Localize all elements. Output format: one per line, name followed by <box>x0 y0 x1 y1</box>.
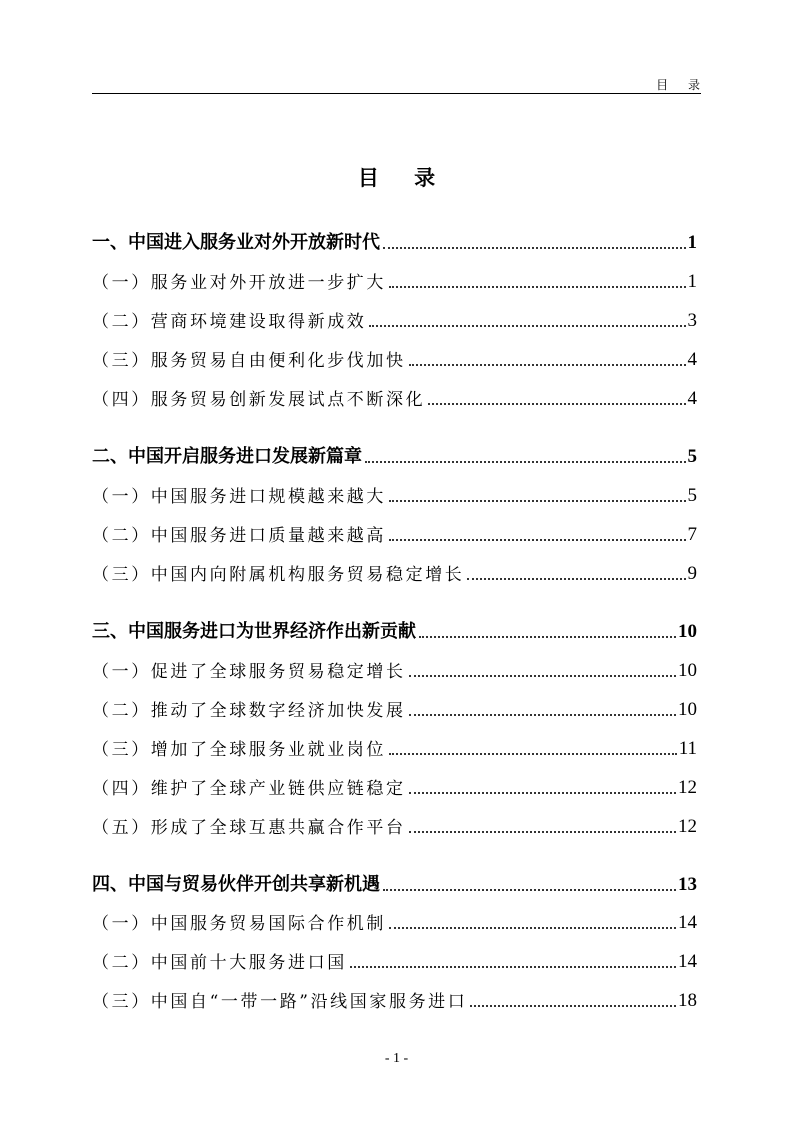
toc-section-4-3[interactable] <box>92 982 697 1012</box>
toc-title: 目 录 <box>357 166 450 190</box>
dot-leader <box>409 713 676 716</box>
section-page: 18 <box>678 990 697 1011</box>
toc-chapter-2[interactable] <box>92 438 697 468</box>
dot-leader <box>419 635 676 638</box>
dot-leader <box>383 246 686 249</box>
dot-leader <box>389 499 686 502</box>
toc-section-3-4[interactable] <box>92 769 697 799</box>
page-number: - 1 - <box>384 1051 409 1066</box>
dot-leader <box>428 402 685 405</box>
section-page: 3 <box>687 310 697 331</box>
toc-section-3-5[interactable] <box>92 808 697 838</box>
section-title: （四）维护了全球产业链供应链稳定 <box>92 779 406 799</box>
chapter-title: 一、中国进入服务业对外开放新时代 <box>92 232 380 253</box>
dot-leader <box>389 285 686 288</box>
dot-leader <box>369 324 685 327</box>
section-page: 9 <box>687 563 697 584</box>
section-title: （五）形成了全球互惠共赢合作平台 <box>92 818 406 838</box>
section-title: （四）服务贸易创新发展试点不断深化 <box>92 390 426 410</box>
section-page: 12 <box>678 777 697 798</box>
chapter-title: 三、中国服务进口为世界经济作出新贡献 <box>92 621 416 642</box>
toc-section-1-2[interactable] <box>92 302 697 332</box>
toc-section-2-1[interactable] <box>92 477 697 507</box>
toc-section-3-2[interactable] <box>92 691 697 721</box>
dot-leader <box>389 538 686 541</box>
chapter-page: 10 <box>678 621 697 642</box>
section-page: 14 <box>678 912 697 933</box>
section-page: 14 <box>678 951 697 972</box>
section-title: （一）中国服务贸易国际合作机制 <box>92 914 386 934</box>
running-header: 目 录 <box>656 78 708 92</box>
dot-leader <box>365 460 686 463</box>
toc-chapter-4[interactable] <box>92 866 697 896</box>
chapter-page: 5 <box>687 446 697 467</box>
dot-leader <box>409 674 676 677</box>
section-page: 11 <box>678 738 697 759</box>
header-rule <box>92 93 701 94</box>
section-title: （二）中国前十大服务进口国 <box>92 953 347 973</box>
toc-section-3-3[interactable] <box>92 730 697 760</box>
section-title: （二）营商环境建设取得新成效 <box>92 312 367 332</box>
section-title: （三）增加了全球服务业就业岗位 <box>92 740 386 760</box>
section-title: （二）中国服务进口质量越来越高 <box>92 526 386 546</box>
toc-chapter-3[interactable] <box>92 613 697 643</box>
section-title: （一）中国服务进口规模越来越大 <box>92 487 386 507</box>
dot-leader <box>467 577 685 580</box>
dot-leader <box>409 363 686 366</box>
section-page: 10 <box>678 699 697 720</box>
toc-section-1-3[interactable] <box>92 341 697 371</box>
chapter-title: 四、中国与贸易伙伴开创共享新机遇 <box>92 874 380 895</box>
section-page: 7 <box>687 524 697 545</box>
section-page: 12 <box>678 816 697 837</box>
section-page: 1 <box>687 271 697 292</box>
dot-leader <box>389 752 677 755</box>
section-title: （一）促进了全球服务贸易稳定增长 <box>92 662 406 682</box>
chapter-page: 13 <box>678 874 697 895</box>
chapter-title: 二、中国开启服务进口发展新篇章 <box>92 446 362 467</box>
toc-section-2-3[interactable] <box>92 555 697 585</box>
toc-chapter-1[interactable] <box>92 224 697 254</box>
section-page: 4 <box>687 388 697 409</box>
section-title: （二）推动了全球数字经济加快发展 <box>92 701 406 721</box>
dot-leader <box>350 965 676 968</box>
toc-section-1-4[interactable] <box>92 380 697 410</box>
dot-leader <box>409 791 676 794</box>
section-page: 5 <box>687 485 697 506</box>
toc-section-4-1[interactable] <box>92 904 697 934</box>
section-page: 4 <box>687 349 697 370</box>
chapter-page: 1 <box>687 232 697 253</box>
dot-leader <box>409 830 676 833</box>
section-title: （一）服务业对外开放进一步扩大 <box>92 273 386 293</box>
section-title: （三）中国内向附属机构服务贸易稳定增长 <box>92 565 465 585</box>
toc-section-1-1[interactable] <box>92 263 697 293</box>
dot-leader <box>383 888 676 891</box>
toc-section-2-2[interactable] <box>92 516 697 546</box>
dot-leader <box>470 1004 676 1007</box>
toc-section-4-2[interactable] <box>92 943 697 973</box>
dot-leader <box>389 926 676 929</box>
section-title: （三）服务贸易自由便利化步伐加快 <box>92 351 406 371</box>
toc-section-3-1[interactable] <box>92 652 697 682</box>
section-page: 10 <box>678 660 697 681</box>
section-title: （三）中国自“一带一路”沿线国家服务进口 <box>92 992 468 1012</box>
